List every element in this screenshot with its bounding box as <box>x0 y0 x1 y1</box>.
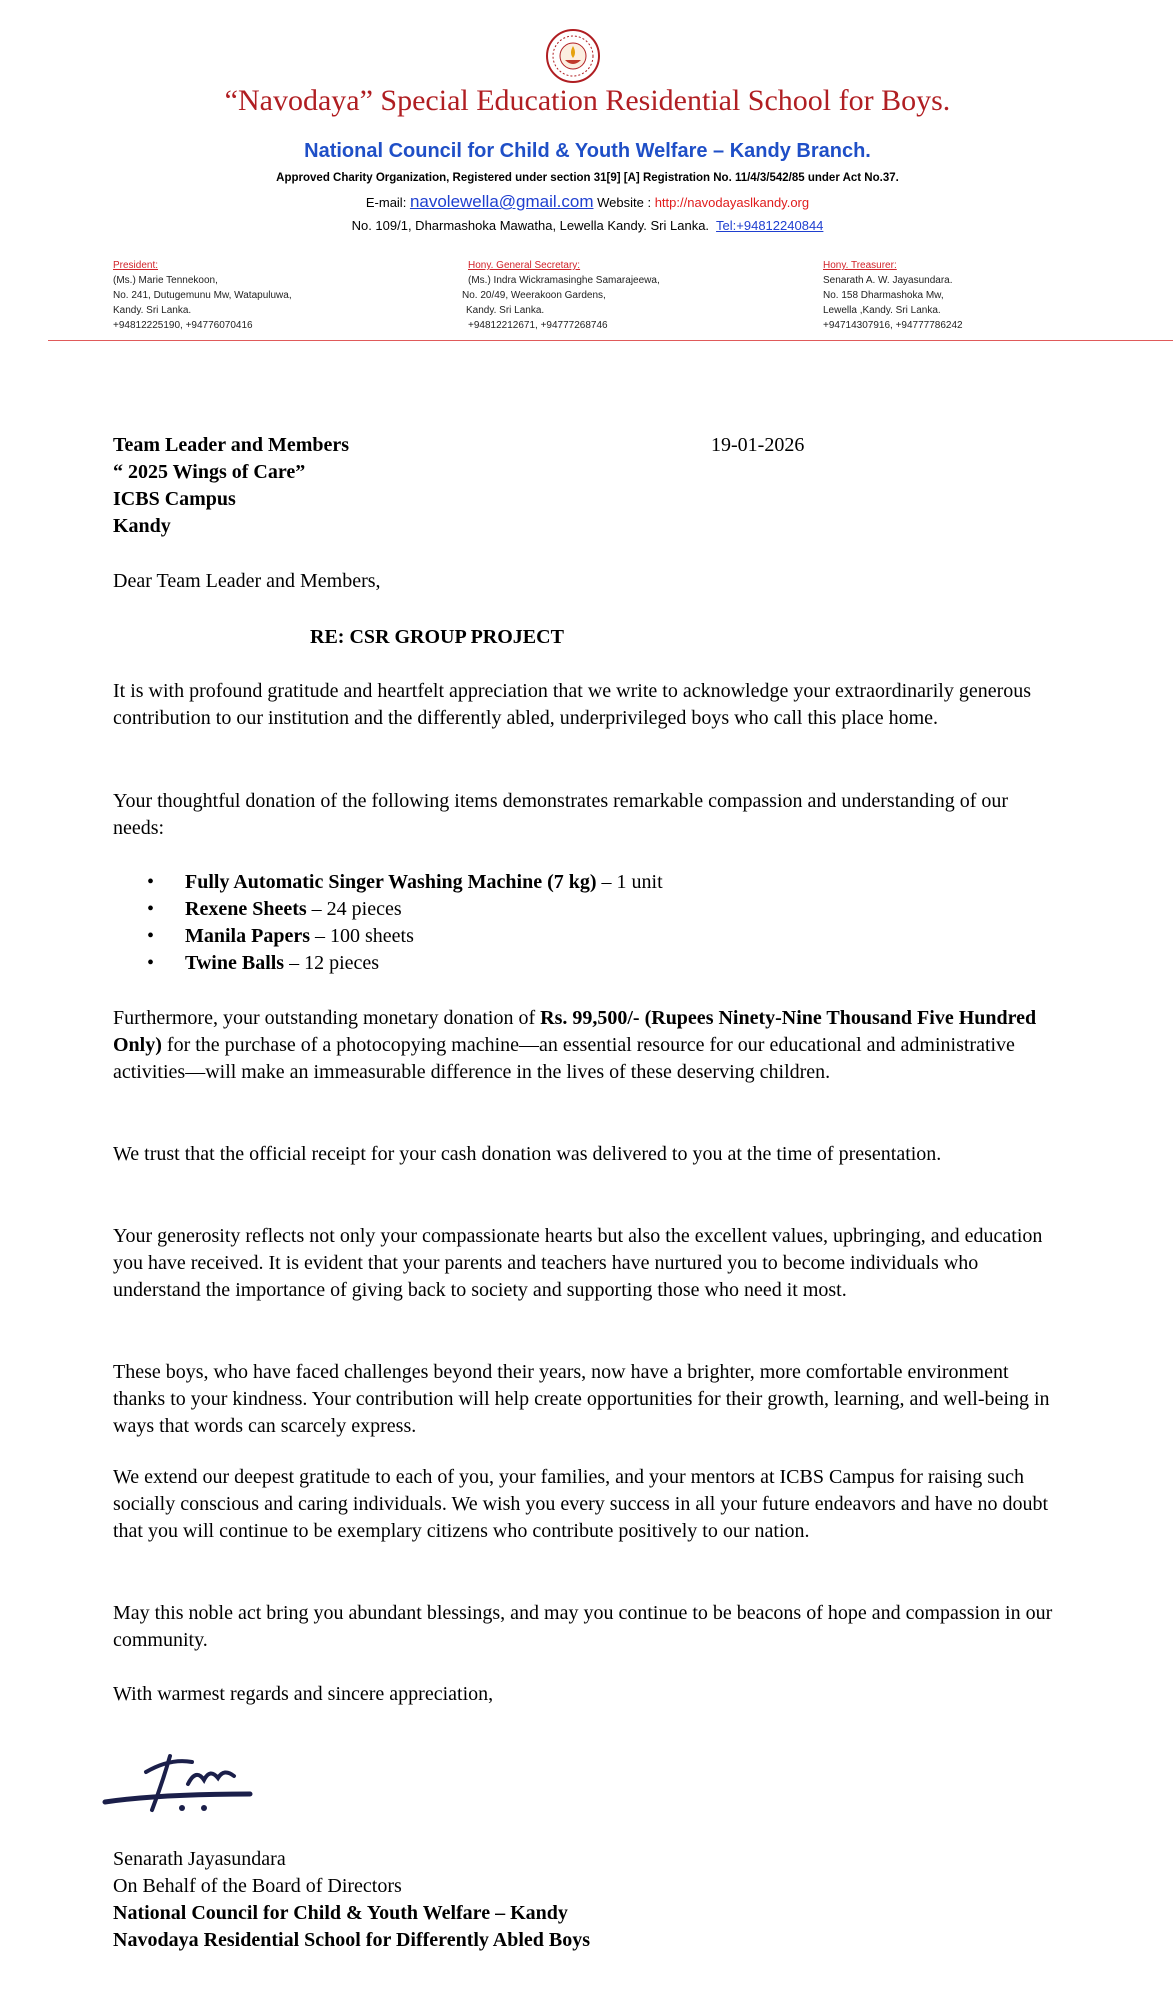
paragraph-receipt: We trust that the official receipt for your cash donation was delivered to you at the time of presentation. <box>113 1143 942 1165</box>
officer-line: +94714307916, +94777786242 <box>823 320 963 331</box>
officer-line: Lewella ,Kandy. Sri Lanka. <box>823 305 941 316</box>
website-link[interactable]: http://navodayaslkandy.org <box>654 195 810 210</box>
letter-date: 19-01-2026 <box>711 434 805 456</box>
approval-line: Approved Charity Organization, Registered under section 31[9] [A] Registration No. 11/4/3/542/85 under Act No.37. <box>276 172 899 184</box>
recipient-line: “ 2025 Wings of Care” <box>113 461 306 483</box>
email-link[interactable]: navolewella@gmail.com <box>409 192 594 211</box>
contact-line <box>0 192 1175 212</box>
subject-line: RE: CSR GROUP PROJECT <box>310 626 564 648</box>
council-name: National Council for Child & Youth Welfare – Kandy Branch. <box>304 140 871 162</box>
officer-line: No. 158 Dharmashoka Mw, <box>823 290 944 301</box>
list-item <box>113 950 1053 977</box>
item-name: Fully Automatic Singer Washing Machine (7 kg) <box>185 871 597 893</box>
item-qty: – 12 pieces <box>284 952 380 974</box>
donated-items-list <box>113 869 1053 977</box>
website-label: Website : <box>597 195 652 210</box>
paragraph-donation-intro: Your thoughtful donation of the following items demonstrates remarkable compassion and understanding of our needs: <box>113 790 1009 839</box>
officer-line: Senarath A. W. Jayasundara. <box>823 275 953 286</box>
item-qty: – 1 unit <box>596 871 663 893</box>
item-name: Twine Balls <box>185 952 285 974</box>
paragraph-deepest-gratitude: We extend our deepest gratitude to each of you, your families, and your mentors at ICBS Campus for raising such socially conscious and caring individuals. We wish you every success in all your future endeavors and have no doubt that you will continue to be exemplary citizens who contribute positively to our nation. <box>113 1466 1049 1542</box>
officer-line: No. 20/49, Weerakoon Gardens, <box>462 290 606 301</box>
school-crest-logo <box>545 28 601 84</box>
recipient-line: Team Leader and Members <box>113 434 350 456</box>
signer-org: National Council for Child & Youth Welfare – Kandy <box>113 1902 568 1924</box>
officer-line: (Ms.) Marie Tennekoon, <box>113 275 218 286</box>
list-item <box>113 869 1053 896</box>
item-qty: – 24 pieces <box>306 898 402 920</box>
officer-line: No. 241, Dutugemunu Mw, Watapuluwa, <box>113 290 292 301</box>
officer-treasurer <box>823 258 1123 333</box>
paragraph-monetary <box>113 1005 1053 1086</box>
signer-block <box>113 1846 1053 1954</box>
handwritten-signature <box>100 1744 260 1822</box>
item-name: Manila Papers <box>185 925 310 947</box>
officer-role: Hony. General Secretary: <box>468 260 581 271</box>
officer-role: Hony. Treasurer: <box>823 260 897 271</box>
address-text: No. 109/1, Dharmashoka Mawatha, Lewella Kandy. Sri Lanka. <box>351 218 710 233</box>
salutation: Dear Team Leader and Members, <box>113 570 381 592</box>
paragraph-boys: These boys, who have faced challenges beyond their years, now have a brighter, more comfortable environment thanks to your kindness. Your contribution will help create opportunities for their growth, learning, and well-being in ways that words can scarcely express. <box>113 1361 1050 1437</box>
list-item <box>113 923 1053 950</box>
address-line <box>0 218 1175 233</box>
monetary-amount: Rs. 99,500/- (Rupees Ninety-Nine Thousand Five Hundred Only) <box>113 1007 1037 1056</box>
recipient-line: ICBS Campus <box>113 488 236 510</box>
paragraph-generosity: Your generosity reflects not only your compassionate hearts but also the excellent values, upbringing, and education you have received. It is evident that your parents and teachers have nurtured you to become individuals who understand the importance of giving back to society and supporting those who need it most. <box>113 1225 1043 1301</box>
email-label: E-mail: <box>365 195 407 210</box>
officer-line: +94812225190, +94776070416 <box>113 320 253 331</box>
recipient-line: Kandy <box>113 515 171 537</box>
monetary-pre: Furthermore, your outstanding monetary donation of <box>113 1007 541 1029</box>
officer-line: Kandy. Sri Lanka. <box>466 305 545 316</box>
list-item <box>113 896 1053 923</box>
paragraph-gratitude: It is with profound gratitude and heartfelt appreciation that we write to acknowledge your extraordinarily generous contribution to our institution and the differently abled, underprivileged boys who call this place home. <box>113 680 1032 729</box>
signer-school: Navodaya Residential School for Differently Abled Boys <box>113 1929 591 1951</box>
header-divider <box>48 340 1173 341</box>
school-name: “Navodaya” Special Education Residential School for Boys. <box>224 84 951 117</box>
item-name: Rexene Sheets <box>185 898 307 920</box>
officer-president <box>113 258 413 333</box>
officer-role: President: <box>113 260 159 271</box>
officer-line: Kandy. Sri Lanka. <box>113 305 192 316</box>
officer-line: +94812212671, +94777268746 <box>468 320 608 331</box>
signer-name: Senarath Jayasundara <box>113 1848 286 1870</box>
tel-link[interactable]: Tel:+94812240844 <box>716 218 824 233</box>
monetary-post: for the purchase of a photocopying machine—an essential resource for our educational and administrative activities—will make an immeasurable difference in the lives of these deserving children. <box>113 1034 1015 1083</box>
recipient-block <box>113 432 1053 540</box>
closing-line: With warmest regards and sincere appreciation, <box>113 1683 494 1705</box>
paragraph-blessings: May this noble act bring you abundant blessings, and may you continue to be beacons of hope and compassion in our community. <box>113 1602 1053 1651</box>
signer-role: On Behalf of the Board of Directors <box>113 1875 402 1897</box>
officer-general-secretary <box>462 258 762 333</box>
officer-line: (Ms.) Indra Wickramasinghe Samarajeewa, <box>468 275 660 286</box>
item-qty: – 100 sheets <box>310 925 414 947</box>
